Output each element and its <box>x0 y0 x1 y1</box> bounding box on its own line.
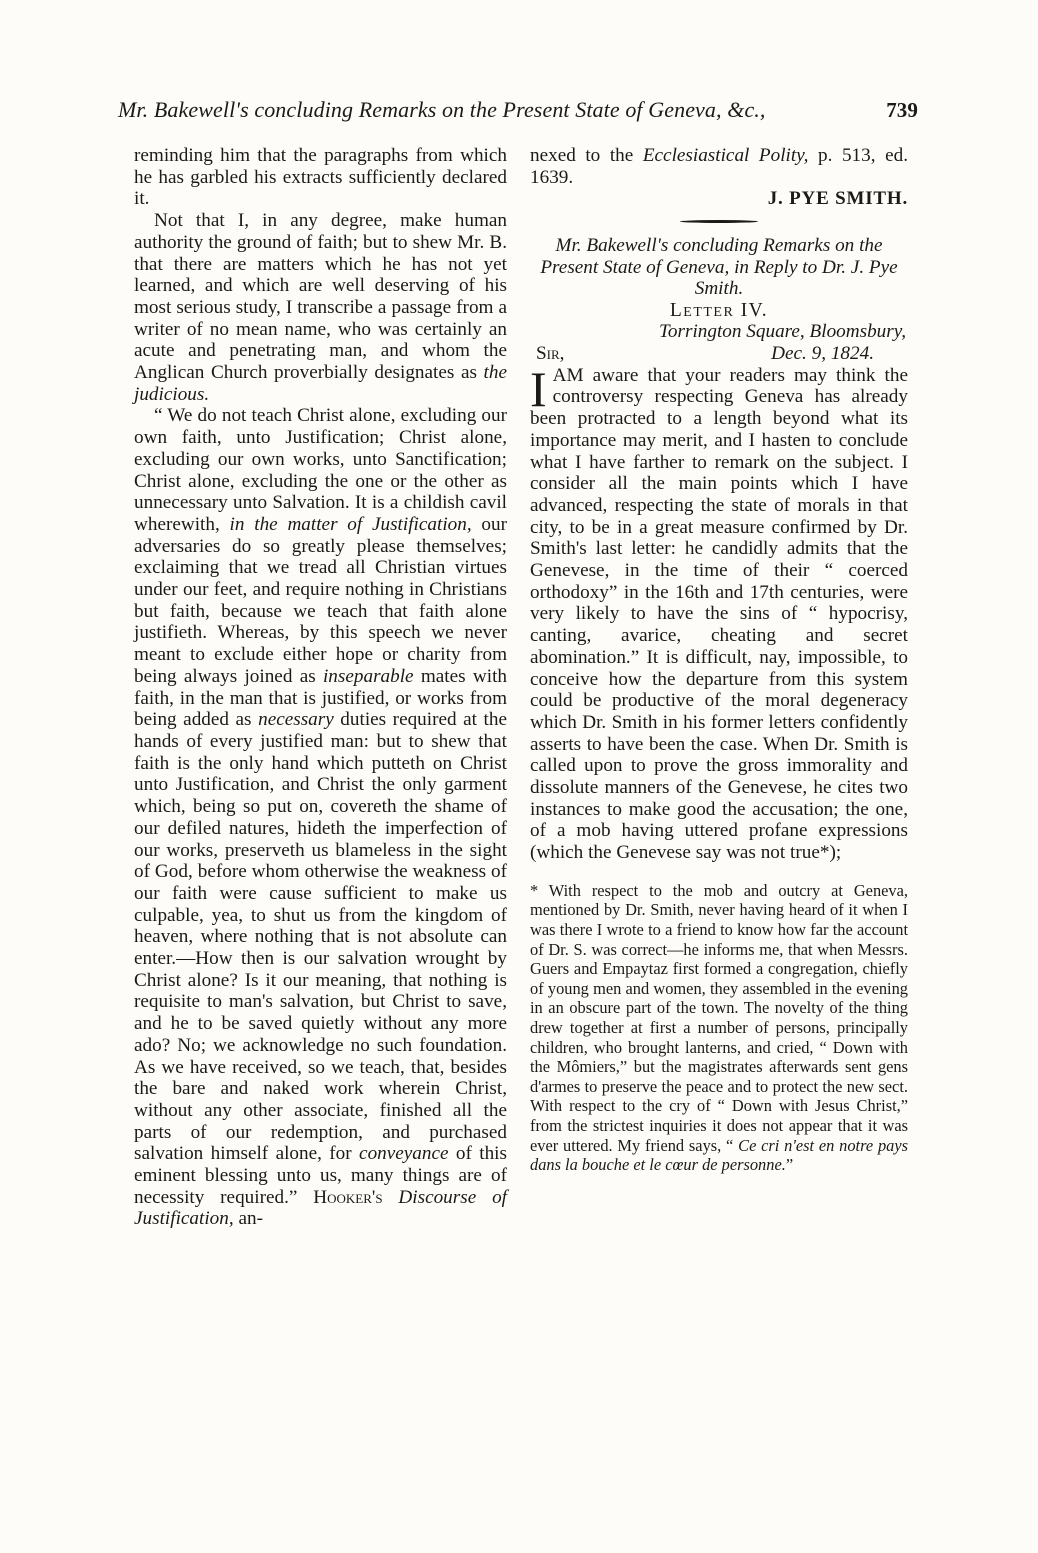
right-column <box>530 145 908 1175</box>
running-head-title: Mr. Bakewell's concluding Remarks on the Present State of Geneva, &c., <box>118 97 766 122</box>
article-title: Mr. Bakewell's concluding Remarks on the Present State of Geneva, in Reply to Dr. J. Pye Smith. <box>540 235 898 300</box>
hooker-quotation: “ We do not teach Christ alone, excluding our own faith, unto Justification; Christ alone, excluding our own works, unto Sanctification; Christ alone, excluding the one or the other as unnecessary unto Salvation. It is a childish cavil wherewith, in the matter of Justification, our adversaries do so greatly please themselves; exclaiming that we tread all Christian virtues under our feet, and require nothing in Christians but faith, because we teach that faith alone justifieth. Whereas, by this speech we never meant to exclude either hope or charity from being always joined as inseparable mates with faith, in the man that is justified, or works from being added as necessary duties required at the hands of every justified man: but to shew that faith is the only hand which putteth on Christ unto Justification, and Christ the only garment which, being so put on, covereth the shame of our defiled natures, hideth the imperfection of our works, preserveth us blameless in the sight of God, before whom otherwise the weakness of our faith were cause sufficient to make us culpable, yea, to shut us from the kingdom of heaven, where nothing that is not absolute can enter.—How then is our salvation wrought by Christ alone? Is it our meaning, that nothing is requisite to man's salvation, but Christ to save, and he to be saved quietly without any more ado? No; we acknowledge no such foundation. As we have received, so we teach, that, besides the bare and naked work wherein Christ, without any other associate, finished all the parts of our redemption, and purchased salvation himself alone, for conveyance of this eminent blessing unto us, many things are of necessity required.” Hooker's Discourse of Justification, an- <box>134 405 508 1230</box>
paragraph: reminding him that the paragraphs from which he has garbled his extracts sufficiently declared it. <box>134 145 507 210</box>
signature: J. PYE SMITH. <box>767 188 908 210</box>
footnote: * With respect to the mob and outcry at Geneva, mentioned by Dr. Smith, never having heard of it when I was there I wrote to a friend to know how far the account of Dr. S. was correct—he informs me, that when Messrs. Guers and Empaytaz first formed a congregation, chiefly of young men and women, they assembled in the evening in an obscure part of the town. The novelty of the thing drew together at first a number of persons, principally children, who brought lanterns, and cried, “ Down with the Mômiers,” but the magistrates afterwards sent gens d'armes to preserve the peace and to protect the new sect. With respect to the cry of “ Down with Jesus Christ,” from the strictest inquiries it does not appear that it was ever uttered. My friend says, “ Ce cri n'est en notre pays dans la bouche et le cœur de personne.” <box>530 880 908 1175</box>
letter-body: IAM aware that your readers may think the controversy respecting Geneva has already been protracted to a length beyond what its importance may merit, and I hasten to conclude what I have farther to remark on the subject. I consider all the main points which I have advanced, respecting the state of morals in that city, to be in a great measure confirmed by Dr. Smith's last letter: he candidly admits that the Genevese, in the time of their “ coerced orthodoxy” in the 16th and 17th centuries, were very likely to have the sins of “ hypocrisy, canting, avarice, cheating and secret abomination.” It is difficult, nay, impossible, to conceive how the departure from this system could be productive of the moral degeneracy which Dr. Smith in his former letters confidently asserts to have been the case. When Dr. Smith is called upon to prove the gross immorality and dissolute manners of the Genevese, he cites two instances to make good the accusation; the one, of a mob having uttered profane expressions (which the Genevese say was not true*); <box>530 360 908 864</box>
dateline: Torrington Square, Bloomsbury, <box>659 321 906 343</box>
running-head <box>118 97 918 123</box>
paragraph: nexed to the Ecclesiastical Polity, p. 513, ed. 1639. <box>530 145 908 188</box>
salutation: Sir, <box>536 343 565 365</box>
left-column <box>134 145 507 1230</box>
letter-number: Letter IV. <box>669 299 769 321</box>
page-number: 739 <box>886 98 918 122</box>
drop-cap: I <box>530 360 547 417</box>
section-divider <box>680 220 758 223</box>
salutation-row <box>530 343 908 365</box>
paragraph: Not that I, in any degree, make human authority the ground of faith; but to shew Mr. B. that there are matters which he has not yet learned, and which are well deserving of his most serious study, I transcribe a passage from a writer of no mean name, who was certainly an acute and penetrating man, and whom the Anglican Church proverbially designates as the judicious. <box>134 210 507 405</box>
footnote-separator <box>530 872 908 873</box>
letter-date: Dec. 9, 1824. <box>771 343 874 365</box>
